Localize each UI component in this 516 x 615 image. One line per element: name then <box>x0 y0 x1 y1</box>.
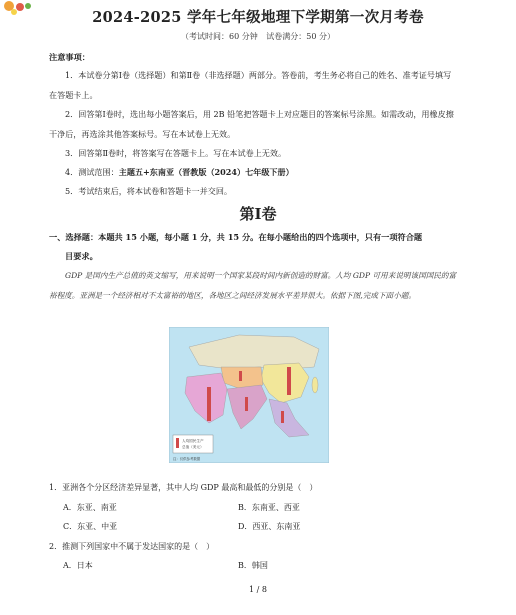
section-title: 第Ⅰ卷 <box>239 205 277 223</box>
notice-item-5: 5．考试结束后，将本试卷和答题卡一并交回。 <box>65 186 233 196</box>
map-legend-bar <box>176 438 179 448</box>
notice-item-4-scope: 主题五+东南亚（晋教版（2024）七年级下册） <box>118 167 294 177</box>
asia-gdp-map <box>169 327 329 463</box>
map-bar-southeast <box>281 411 284 423</box>
map-bar-west <box>207 387 211 421</box>
exam-score: 试卷满分：50 分） <box>266 32 335 41</box>
exam-subtitle <box>0 31 516 42</box>
map-legend-line1: 人均国民生产 <box>182 439 204 443</box>
map-japan <box>312 377 318 393</box>
notice-item-3: 3．回答第Ⅱ卷时，将答案写在答题卡上。写在本试卷上无效。 <box>65 148 287 158</box>
question-1-option-d: D．西亚、东南亚 <box>238 522 301 531</box>
map-bar-south <box>245 397 248 411</box>
question-1-stem: 1．亚洲各个分区经济差异显著，其中人均 GDP 最高和最低的分别是（ ） <box>49 483 318 492</box>
notice-item-4-prefix: 4．测试范围： <box>65 167 119 177</box>
map-caption: 注：仅供参考数据 <box>173 457 201 461</box>
notice-item-1: 1．本试卷分第Ⅰ卷（选择题）和第Ⅱ卷（非选择题）两部分。答卷前，考生务必将自己的姓名、准考证号填写在答题卡上。 <box>49 70 452 100</box>
map-bar-east <box>287 367 291 395</box>
question-1-option-a: A．东亚、南亚 <box>63 503 117 512</box>
question-1-option-b: B．东南亚、西亚 <box>238 503 300 512</box>
map-legend-line2: 总值（美元） <box>182 445 204 449</box>
choice-section-line1: 一、选择题：本题共 15 小题，每小题 1 分，共 15 分。在每小题给出的四个选项中，只有一项符合题 <box>49 232 423 242</box>
notice-item-4 <box>49 163 457 183</box>
question-intro: GDP 是国内生产总值的英文缩写，用来说明一个国家某段时间内新创造的财富。人均 GDP 可用来说明该国国民的富裕程度。亚洲是一个经济相对不太富裕的地区，各地区之间经济发展水平差异很大。依据下图,完成下面小题。 <box>49 271 457 300</box>
choice-section-heading <box>49 228 459 266</box>
notice-heading: 注意事项： <box>49 52 90 62</box>
question-1-option-c: C．东亚、中亚 <box>63 522 118 531</box>
map-bar-central <box>239 371 242 381</box>
question-2-option-b: B．韩国 <box>238 561 268 570</box>
question-2-stem: 2．推测下列国家中不属于发达国家的是（ ） <box>49 542 215 551</box>
choice-section-line2: 目要求。 <box>65 251 98 261</box>
question-2-option-a: A．日本 <box>63 561 93 570</box>
exam-time: （考试时间：60 分钟 <box>180 32 258 41</box>
exam-title: 2024-2025 学年七年级地理下学期第一次月考卷 <box>92 9 424 26</box>
page-number: 1 / 8 <box>249 585 267 594</box>
notice-item-2: 2．回答第Ⅰ卷时，选出每小题答案后，用 2B 铅笔把答题卡上对应题目的答案标号涂黑。如需改动，用橡皮擦干净后，再选涂其他答案标号。写在本试卷上无效。 <box>49 109 454 139</box>
